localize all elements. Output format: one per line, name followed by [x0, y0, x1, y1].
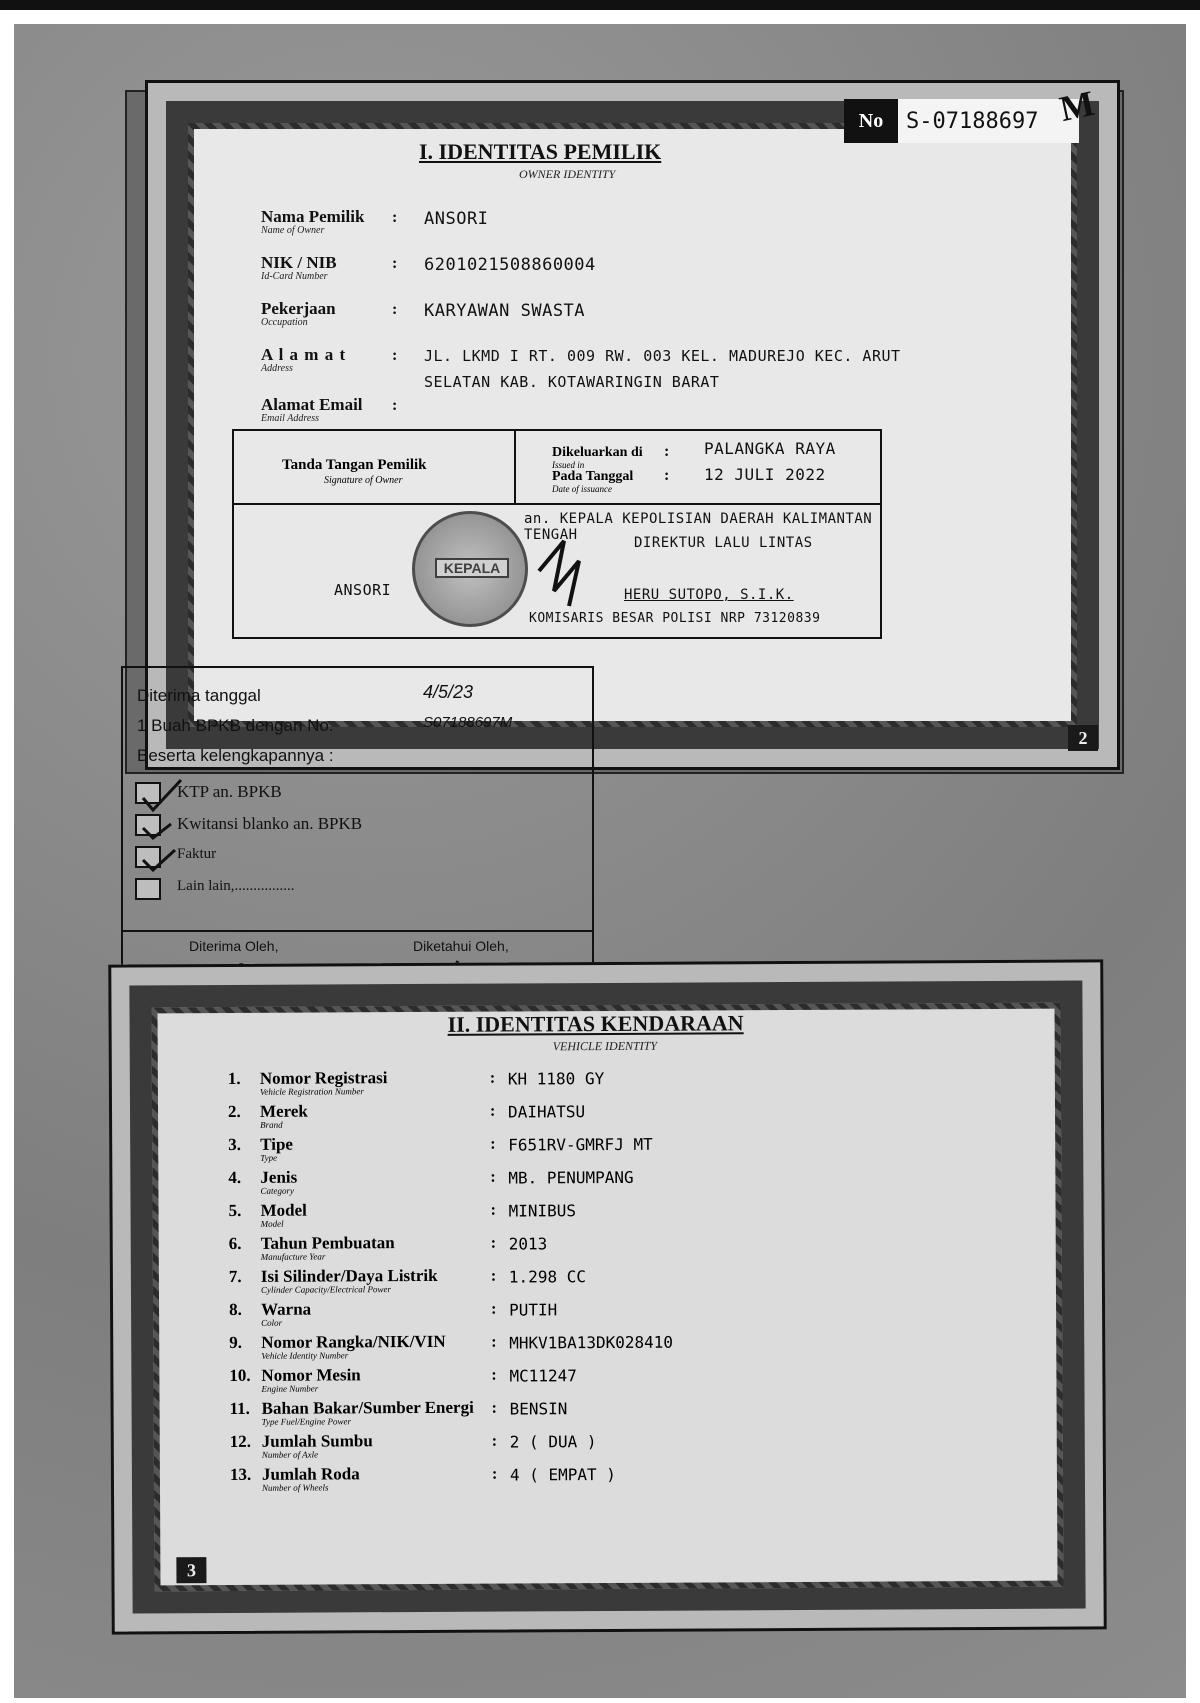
colon: :	[491, 1333, 497, 1351]
vehicle-field-number: 8.	[229, 1299, 242, 1319]
received-by-label: Diterima Oleh,	[189, 938, 279, 954]
vehicle-field-value: 2 ( DUA )	[509, 1432, 597, 1452]
vehicle-field-row	[229, 1296, 1009, 1332]
field-label-address: A l a m a t	[261, 345, 347, 364]
colon: :	[491, 1399, 497, 1417]
vehicle-field-value: PUTIH	[509, 1300, 558, 1320]
vehicle-field-row	[228, 1131, 1008, 1167]
doc-number-box	[844, 82, 1098, 143]
vehicle-field-label: Jenis	[260, 1167, 298, 1187]
vehicle-field-label: Merek	[259, 1101, 308, 1121]
owner-signature: ANSORI	[334, 581, 392, 599]
vehicle-field-number: 12.	[229, 1431, 252, 1451]
receipt-divider	[123, 930, 594, 932]
vehicle-field-value: F651RV-GMRFJ MT	[508, 1134, 653, 1155]
colon: :	[392, 301, 398, 318]
colon: :	[490, 1201, 496, 1219]
vehicle-field-value: BENSIN	[509, 1399, 568, 1419]
colon: :	[491, 1300, 497, 1318]
vehicle-field-label: Tahun Pembuatan	[260, 1233, 395, 1253]
vehicle-field-value: MC11247	[509, 1366, 577, 1386]
vehicle-page-content	[158, 1009, 1058, 1586]
vehicle-field-sublabel: Vehicle Registration Number	[259, 1086, 364, 1097]
vehicle-field-sublabel: Model	[260, 1218, 284, 1229]
acknowledged-by-label: Diketahui Oleh,	[413, 938, 509, 954]
scan-top-edge	[0, 0, 1200, 10]
vehicle-field-sublabel: Vehicle Identity Number	[261, 1350, 349, 1361]
receipt-received-date-label: Diterima tanggal	[137, 686, 261, 705]
colon: :	[491, 1366, 497, 1384]
vehicle-field-number: 3.	[228, 1134, 241, 1154]
vehicle-page-title: II. IDENTITAS KENDARAAN	[447, 1010, 744, 1037]
vehicle-field-number: 2.	[227, 1101, 241, 1121]
signature-table-divider-h	[234, 503, 880, 505]
field-label-nik: NIK / NIB	[261, 253, 337, 272]
page-title: I. IDENTITAS PEMILIK	[419, 139, 662, 164]
doc-number-label: No	[844, 99, 898, 143]
vehicle-field-number: 13.	[229, 1464, 252, 1484]
occupation-value: KARYAWAN SWASTA	[424, 301, 586, 321]
vehicle-field-sublabel: Cylinder Capacity/Electrical Power	[260, 1284, 391, 1295]
vehicle-field-number: 10.	[229, 1365, 251, 1385]
vehicle-field-row	[228, 1098, 1008, 1134]
vehicle-field-number: 1.	[227, 1068, 241, 1088]
page-number: 2	[1068, 725, 1098, 751]
page-number: 3	[176, 1557, 206, 1583]
vehicle-field-number: 6.	[228, 1233, 242, 1253]
colon: :	[490, 1135, 496, 1153]
vehicle-field-row	[230, 1395, 1010, 1431]
address-value-line1: JL. LKMD I RT. 009 RW. 003 KEL. MADUREJO KEC. ARUT	[424, 347, 901, 365]
field-sublabel-nik: Id-Card Number	[261, 271, 328, 282]
vehicle-field-number: 11.	[229, 1398, 250, 1418]
issued-at-sublabel: Issued in	[552, 460, 585, 470]
receipt-received-date-value: 4/5/23	[423, 682, 474, 702]
vehicle-field-number: 5.	[228, 1200, 242, 1220]
vehicle-identity-page	[108, 959, 1106, 1634]
receipt-bpkb-label: 1 Buah BPKB dengan No.	[137, 716, 334, 735]
vehicle-field-value: MHKV1BA13DK028410	[509, 1332, 674, 1353]
vehicle-page-subtitle: VEHICLE IDENTITY	[552, 1038, 658, 1054]
colon: :	[664, 443, 670, 460]
vehicle-field-value: 1.298 CC	[508, 1267, 587, 1287]
vehicle-field-value: MB. PENUMPANG	[508, 1167, 634, 1188]
issued-at-value: PALANGKA RAYA	[704, 439, 836, 458]
colon: :	[392, 255, 398, 272]
field-sublabel-name: Name of Owner	[261, 225, 325, 236]
vehicle-field-sublabel: Number of Axle	[261, 1449, 319, 1460]
vehicle-field-label: Tipe	[260, 1134, 294, 1154]
vehicle-field-label: Nomor Registrasi	[259, 1068, 388, 1088]
vehicle-field-row	[229, 1230, 1009, 1266]
checkbox-faktur-label: Faktur	[177, 846, 217, 862]
police-stamp	[412, 511, 528, 627]
vehicle-field-sublabel: Color	[261, 1317, 283, 1328]
vehicle-field-label: Warna	[261, 1299, 312, 1319]
vehicle-field-label: Jumlah Sumbu	[261, 1431, 373, 1451]
vehicle-field-value: DAIHATSU	[507, 1102, 586, 1122]
signature-owner-sublabel: Signature of Owner	[324, 475, 403, 486]
signatory-name: HERU SUTOPO, S.I.K.	[624, 587, 794, 603]
colon: :	[664, 467, 670, 484]
vehicle-field-sublabel: Number of Wheels	[261, 1482, 329, 1493]
vehicle-field-label: Jumlah Roda	[261, 1464, 360, 1484]
page-subtitle: OWNER IDENTITY	[519, 167, 616, 181]
check-marks	[131, 768, 201, 898]
owner-page-content	[194, 82, 1098, 721]
vehicle-field-sublabel: Brand	[260, 1119, 283, 1130]
vehicle-field-row	[230, 1461, 1010, 1497]
field-sublabel-address: Address	[261, 363, 293, 374]
colon: :	[491, 1432, 498, 1450]
vehicle-field-number: 9.	[229, 1332, 243, 1352]
vehicle-field-number: 7.	[228, 1266, 242, 1286]
signature-owner-label: Tanda Tangan Pemilik	[282, 457, 427, 473]
field-label-name: Nama Pemilik	[261, 207, 365, 226]
vehicle-field-value: MINIBUS	[508, 1201, 577, 1221]
colon: :	[490, 1267, 497, 1285]
issued-on-value: 12 JULI 2022	[704, 465, 826, 484]
vehicle-field-row	[228, 1065, 1008, 1101]
vehicle-field-sublabel: Type	[260, 1152, 278, 1163]
signature-table-divider-v	[514, 431, 516, 503]
colon: :	[489, 1069, 496, 1087]
vehicle-field-sublabel: Type Fuel/Engine Power	[261, 1416, 351, 1427]
issued-at-label: Dikeluarkan di	[552, 445, 643, 460]
field-label-email: Alamat Email	[261, 395, 363, 414]
colon: :	[392, 397, 398, 414]
stamp-text: KEPALA	[435, 558, 509, 578]
colon: :	[489, 1102, 496, 1120]
colon: :	[392, 347, 398, 364]
vehicle-field-value: 2013	[508, 1234, 548, 1254]
field-sublabel-occupation: Occupation	[261, 317, 308, 328]
field-sublabel-email: Email Address	[261, 413, 320, 424]
colon: :	[491, 1465, 498, 1483]
nik-value: 6201021508860004	[424, 255, 596, 275]
authority-line1: an. KEPALA KEPOLISIAN DAERAH KALIMANTAN TENGAH	[524, 511, 873, 543]
vehicle-field-value: 4 ( EMPAT )	[509, 1464, 616, 1485]
vehicle-field-row	[228, 1197, 1008, 1233]
owner-name-value: ANSORI	[424, 209, 489, 229]
vehicle-field-row	[229, 1362, 1009, 1398]
vehicle-field-label: Bahan Bakar/Sumber Energi	[261, 1397, 474, 1418]
director-signature	[534, 531, 594, 611]
vehicle-field-sublabel: Manufacture Year	[260, 1251, 326, 1262]
doc-number: S-07188697	[906, 109, 1039, 134]
vehicle-field-number: 4.	[228, 1167, 242, 1187]
colon: :	[490, 1168, 496, 1186]
vehicle-field-sublabel: Category	[260, 1185, 294, 1196]
colon: :	[490, 1234, 497, 1252]
vehicle-field-row	[230, 1428, 1010, 1464]
authority-line2: DIREKTUR LALU LINTAS	[634, 535, 813, 551]
vehicle-field-label: Model	[260, 1200, 307, 1220]
vehicle-field-list	[228, 1065, 1010, 1509]
vehicle-field-label: Nomor Mesin	[261, 1365, 361, 1385]
vehicle-field-label: Nomor Rangka/NIK/VIN	[261, 1331, 446, 1352]
checkbox-lain-lain-label: Lain lain,................	[177, 878, 295, 894]
signatory-rank: KOMISARIS BESAR POLISI NRP 73120839	[529, 611, 821, 626]
checkbox-ktp-label: KTP an. BPKB	[177, 782, 282, 801]
vehicle-field-row	[229, 1263, 1009, 1299]
issued-on-label: Pada Tanggal	[552, 469, 634, 484]
vehicle-field-row	[228, 1164, 1008, 1200]
field-label-occupation: Pekerjaan	[261, 299, 336, 318]
vehicle-field-value: KH 1180 GY	[507, 1069, 605, 1089]
colon: :	[392, 209, 398, 226]
vehicle-field-label: Isi Silinder/Daya Listrik	[260, 1265, 438, 1286]
signature-table	[232, 429, 882, 639]
receipt-completeness-label: Beserta kelengkapannya :	[137, 746, 334, 765]
address-value-line2: SELATAN KAB. KOTAWARINGIN BARAT	[424, 373, 720, 391]
vehicle-field-sublabel: Engine Number	[261, 1383, 319, 1394]
doc-number-handwritten-mark: M	[1056, 82, 1098, 130]
vehicle-field-row	[229, 1329, 1009, 1365]
receipt-bpkb-value: S07188697M	[423, 714, 513, 731]
checkbox-kwitansi-label: Kwitansi blanko an. BPKB	[177, 814, 363, 833]
issued-on-sublabel: Date of issuance	[552, 484, 612, 494]
